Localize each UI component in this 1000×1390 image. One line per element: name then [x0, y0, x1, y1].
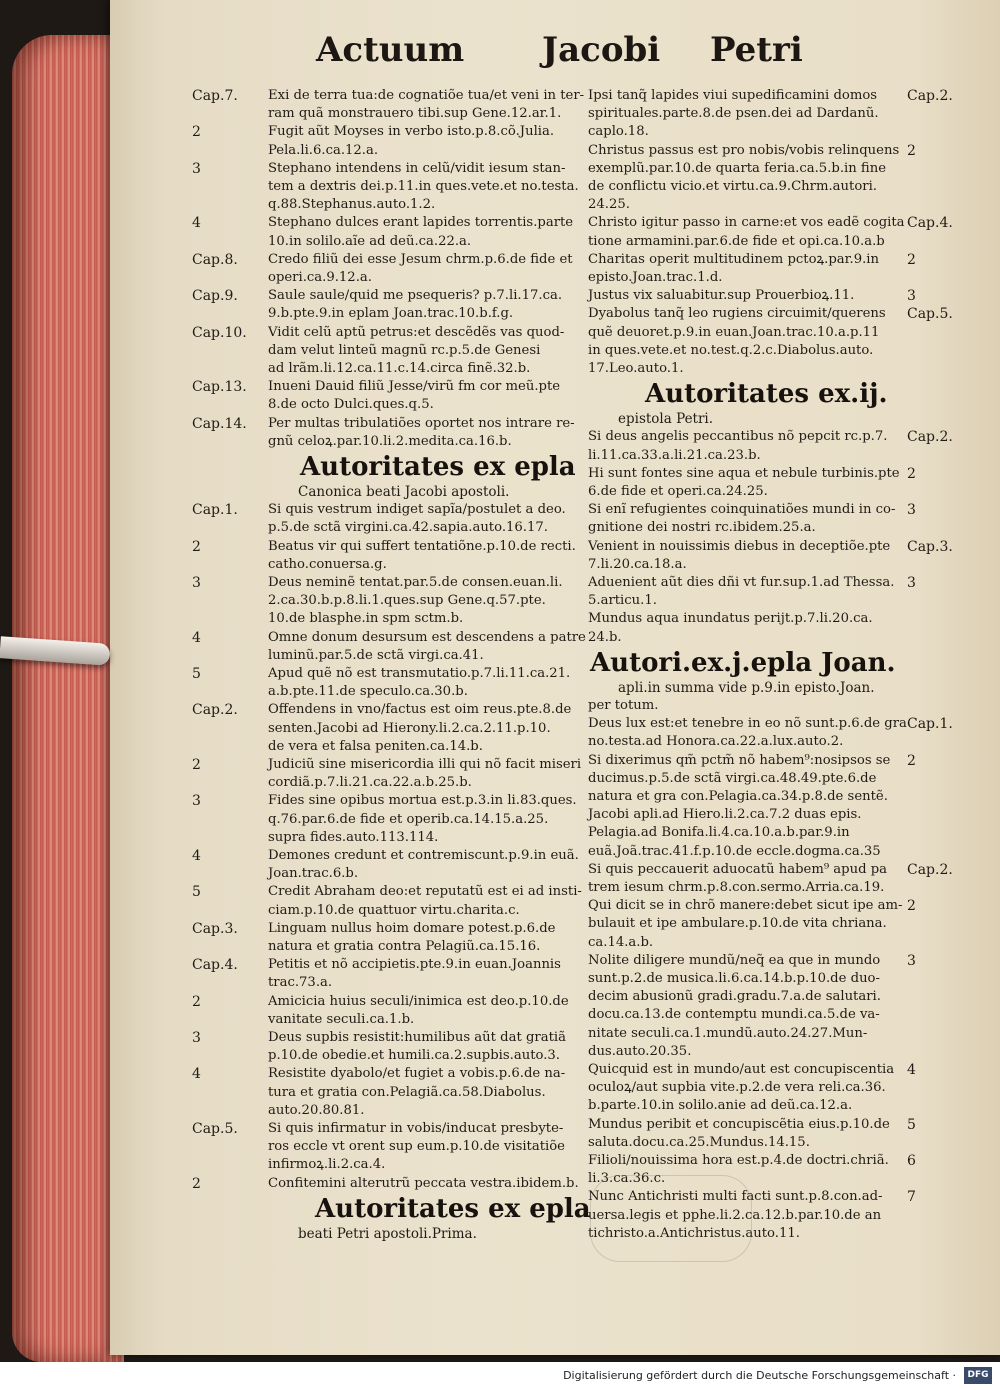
left-chapter-marker: Cap.4. — [192, 957, 238, 974]
right-text-line: 24.b. — [588, 629, 622, 645]
right-text-line: 5.articu.1. — [588, 593, 657, 609]
left-chapter-marker: Cap.14. — [192, 415, 247, 432]
right-text-line: Dyabolus tanq̃ leo rugiens circuimit/querens — [588, 306, 886, 322]
right-text-line: bulauit et ipe ambulare.p.10.de vita chriana. — [588, 916, 887, 932]
left-text-line: Offendens in vno/factus est oim reus.pte.8.de — [268, 702, 572, 718]
left-text-line: Credo filiũ dei esse Jesum chrm.p.6.de fide et — [268, 251, 573, 267]
left-chapter-marker: Cap.8. — [192, 251, 238, 268]
right-text-line: epistola Petri. — [618, 411, 714, 428]
right-text-line: Si dixerimus qm̃ pctm̃ nõ habem⁹:nosipsos se — [588, 752, 891, 768]
left-text-line: Apud quẽ nõ est transmutatio.p.7.li.11.ca.21. — [268, 666, 571, 681]
left-text-line: gnũ celoꝝ.par.10.li.2.medita.ca.16.b. — [268, 433, 512, 449]
left-text-line: Deus supbis resistit:humilibus aũt dat gratiã — [268, 1030, 566, 1045]
left-text-line: 9.b.pte.9.in eplam Joan.trac.10.b.f.g. — [268, 306, 514, 322]
left-text-line: Resistite dyabolo/et fugiet a vobis.p.6.de na- — [268, 1066, 566, 1082]
left-text-line: luminũ.par.5.de sctã virgi.ca.41. — [268, 647, 484, 663]
right-text-line: Pelagia.ad Bonifa.li.4.ca.10.a.b.par.9.in — [588, 825, 850, 841]
right-text-line: 17.Leo.auto.1. — [588, 361, 684, 376]
book-page — [110, 0, 1000, 1355]
right-text-line: Nunc Antichristi multi facti sunt.p.8.con.ad- — [588, 1189, 883, 1205]
left-chapter-marker: Cap.9. — [192, 288, 238, 305]
left-text-line: catho.conuersa.g. — [268, 556, 387, 572]
right-text-line: Christus passus est pro nobis/vobis relinquens — [588, 142, 900, 158]
right-text-line: uersa.legis et pphe.li.2.ca.12.b.par.10.de an — [588, 1207, 882, 1223]
right-text-line: Si deus angelis peccantibus nõ pepcit rc.p.7. — [588, 429, 888, 445]
left-chapter-marker: 5 — [192, 884, 201, 901]
running-head-center: Jacobi — [542, 30, 661, 70]
right-text-line: li.3.ca.36.c. — [588, 1171, 666, 1187]
right-text-line: per totum. — [588, 698, 659, 713]
left-text-line: Vidit celũ aptũ petrus:et descẽdẽs vas quod- — [268, 324, 565, 340]
right-text-line: exemplũ.par.10.de quarta feria.ca.5.b.in fine — [588, 160, 887, 176]
left-text-line: q.76.par.6.de fide et operib.ca.14.15.a.25. — [268, 811, 549, 827]
right-chapter-marker: Cap.4. — [907, 215, 953, 232]
left-text-line: Demones credunt et contremiscunt.p.9.in euã. — [268, 848, 579, 863]
left-text-line: Linguam nullus hoim domare potest.p.6.de — [268, 920, 556, 936]
right-chapter-marker: 4 — [907, 1062, 916, 1078]
right-text-line: quẽ deuoret.p.9.in euan.Joan.trac.10.a.p.11 — [588, 324, 880, 340]
left-text-line: operi.ca.9.12.a. — [268, 270, 372, 285]
right-text-line: docu.ca.13.de contemptu mundi.ca.5.de va- — [588, 1007, 880, 1023]
right-text-line: 24.25. — [588, 197, 630, 213]
left-text-line: Exi de terra tua:de cognatiõe tua/et veni in ter- — [268, 88, 585, 103]
left-chapter-marker: 4 — [192, 629, 201, 646]
right-text-line: li.11.ca.33.a.li.21.ca.23.b. — [588, 447, 761, 463]
right-text-line: Jacobi apli.ad Hiero.li.2.ca.7.2 duas epis. — [588, 807, 862, 823]
right-chapter-marker: 3 — [907, 502, 916, 519]
left-chapter-marker: Cap.13. — [192, 379, 247, 396]
left-text-line: Inueni Dauid filiũ Jesse/virũ fm cor meũ.pte — [268, 379, 561, 395]
library-stamp — [590, 1175, 752, 1262]
left-text-line: 2.ca.30.b.p.8.li.1.ques.sup Gene.q.57.pte. — [268, 593, 546, 609]
right-text-line: apli.in summa vide p.9.in episto.Joan. — [618, 679, 875, 696]
left-text-line: Omne donum desursum est descendens a patre — [268, 629, 586, 645]
left-chapter-marker: 3 — [192, 793, 201, 810]
left-text-line: senten.Jacobi ad Hierony.li.2.ca.2.11.p.10. — [268, 720, 551, 736]
right-text-line: gnitione dei nostri rc.ibidem.25.a. — [588, 520, 816, 536]
right-text-line: Quicquid est in mundo/aut est concupiscentia — [588, 1062, 895, 1077]
left-chapter-marker: Cap.1. — [192, 502, 238, 519]
left-chapter-marker: 3 — [192, 1030, 201, 1046]
left-text-line: Credit Abraham deo:et reputatũ est ei ad insti- — [268, 884, 582, 900]
left-text-line: q.88.Stephanus.auto.1.2. — [268, 197, 436, 213]
left-text-line: Pela.li.6.ca.12.a. — [268, 142, 379, 158]
left-text-line: Stephano intendens in celũ/vidit iesum stan- — [268, 160, 566, 176]
left-chapter-marker: 2 — [192, 1175, 201, 1192]
left-chapter-marker: 3 — [192, 160, 201, 177]
running-head-right: Petri — [710, 30, 803, 70]
right-text-line: Hi sunt fontes sine aqua et nebule turbinis.pte — [588, 465, 900, 481]
right-text-line: Mundus aqua inundatus perijt.p.7.li.20.ca. — [588, 611, 873, 627]
right-chapter-marker: 6 — [907, 1153, 916, 1169]
right-text-line: spirituales.parte.8.de psen.dei ad Dardanũ. — [588, 106, 879, 122]
left-text-line: 10.de blasphe.in spm sctm.b. — [268, 611, 464, 627]
left-text-line: Amicicia huius seculi/inimica est deo.p.10.de — [268, 993, 569, 1009]
left-text-line: Si quis vestrum indiget sapĩa/postulet a deo. — [268, 502, 566, 518]
right-chapter-marker: Cap.2. — [907, 861, 953, 878]
right-text-line: Si quis peccauerit aduocatũ habem⁹ apud pa — [588, 861, 888, 877]
left-text-line: de vera et falsa peniten.ca.14.b. — [268, 738, 483, 754]
right-chapter-marker: 3 — [907, 952, 916, 969]
right-chapter-marker: 3 — [907, 288, 916, 305]
right-text-line: tione armamini.par.6.de fide et opi.ca.10.a.b — [588, 233, 885, 249]
left-text-line: supra fides.auto.113.114. — [268, 829, 439, 845]
right-chapter-marker: Cap.5. — [907, 306, 953, 323]
right-text-line: Justus vix saluabitur.sup Prouerbioꝝ.11. — [588, 288, 855, 304]
right-text-line: 7.li.20.ca.18.a. — [588, 556, 687, 572]
running-head-left: Actuum — [316, 30, 465, 70]
right-text-line: Deus lux est:et tenebre in eo nõ sunt.p.6.de gra — [588, 716, 907, 732]
right-text-line: Qui dicit se in chrõ manere:debet sicut ipe am- — [588, 898, 903, 914]
right-text-line: decim abusionũ gradi.gradu.7.a.de salutari. — [588, 989, 881, 1005]
left-chapter-marker: Cap.2. — [192, 702, 238, 719]
right-text-line: in ques.vete.et no.test.q.2.c.Diabolus.auto. — [588, 342, 874, 358]
left-text-line: Confitemini alterutrũ peccata vestra.ibidem.b. — [268, 1175, 579, 1191]
left-chapter-marker: Cap.7. — [192, 88, 238, 104]
right-chapter-marker: 2 — [907, 465, 916, 482]
right-text-line: Christo igitur passo in carne:et vos eadẽ cogita — [588, 215, 905, 231]
right-text-line: Charitas operit multitudinem pctoꝝ.par.9.in — [588, 251, 879, 267]
left-chapter-marker: 2 — [192, 993, 201, 1010]
right-text-line: no.testa.ad Honora.ca.22.a.lux.auto.2. — [588, 734, 844, 750]
right-chapter-marker: 3 — [907, 575, 916, 591]
left-text-line: trac.73.a. — [268, 975, 333, 991]
left-text-line: auto.20.80.81. — [268, 1102, 365, 1118]
right-text-line: 6.de fide et operi.ca.24.25. — [588, 484, 768, 499]
right-text-line: dus.auto.20.35. — [588, 1043, 692, 1059]
left-heading: Autoritates ex epla — [315, 1193, 591, 1224]
right-text-line: caplo.18. — [588, 124, 649, 140]
right-text-line: sunt.p.2.de musica.li.6.ca.14.b.p.10.de duo- — [588, 971, 880, 986]
right-chapter-marker: 5 — [907, 1116, 916, 1133]
right-chapter-marker: 2 — [907, 142, 916, 159]
right-chapter-marker: 2 — [907, 752, 916, 769]
right-heading: Autori.ex.j.epla Joan. — [590, 647, 896, 678]
right-text-line: natura et gra con.Pelagia.ca.34.p.8.de sentẽ. — [588, 789, 888, 804]
right-chapter-marker: 7 — [907, 1189, 916, 1206]
right-chapter-marker: 2 — [907, 898, 916, 915]
left-text-line: ros eccle vt orent sup eum.p.10.de visitatiõe — [268, 1139, 565, 1155]
left-text-line: Per multas tribulatiões oportet nos intrare re- — [268, 415, 575, 431]
left-chapter-marker: 4 — [192, 215, 201, 232]
left-text-line: Canonica beati Jacobi apostoli. — [298, 484, 510, 500]
left-text-line: tura et gratia con.Pelagiã.ca.58.Diabolus. — [268, 1084, 546, 1100]
footer-credit: Digitalisierung gefördert durch die Deutsche Forschungsgemeinschaft · — [563, 1369, 956, 1382]
left-chapter-marker: 5 — [192, 666, 201, 682]
right-text-line: nitate seculi.ca.1.mundũ.auto.24.27.Mun- — [588, 1025, 868, 1041]
left-text-line: cordiã.p.7.li.21.ca.22.a.b.25.b. — [268, 775, 472, 791]
left-text-line: tem a dextris dei.p.11.in ques.vete.et no.testa. — [268, 179, 579, 194]
right-text-line: saluta.docu.ca.25.Mundus.14.15. — [588, 1134, 810, 1150]
right-chapter-marker: 2 — [907, 251, 916, 268]
left-text-line: Judiciũ sine misericordia illi qui nõ facit miseri — [268, 757, 582, 772]
left-chapter-marker: Cap.5. — [192, 1121, 238, 1137]
left-chapter-marker: 2 — [192, 757, 201, 773]
left-chapter-marker: 4 — [192, 1066, 201, 1083]
left-text-line: infirmoꝝ.li.2.ca.4. — [268, 1157, 386, 1173]
right-text-line: trem iesum chrm.p.8.con.sermo.Arria.ca.19. — [588, 880, 885, 895]
left-chapter-marker: 2 — [192, 124, 201, 141]
dfg-logo: DFG — [964, 1367, 992, 1384]
left-chapter-marker: 2 — [192, 538, 201, 555]
left-text-line: Petitis et nõ accipietis.pte.9.in euan.Joannis — [268, 957, 561, 973]
left-text-line: ciam.p.10.de quattuor virtu.charita.c. — [268, 902, 520, 918]
right-text-line: Aduenient aũt dies dñi vt fur.sup.1.ad Thessa. — [588, 575, 895, 590]
left-heading: Autoritates ex epla — [300, 452, 576, 482]
right-heading: Autoritates ex.ij. — [645, 379, 888, 410]
right-text-line: Filioli/nouissima hora est.p.4.de doctri.chriã. — [588, 1153, 889, 1168]
left-text-line: Fides sine opibus mortua est.p.3.in li.83.ques. — [268, 793, 577, 809]
right-chapter-marker: Cap.2. — [907, 429, 953, 446]
left-text-line: Saule saule/quid me psequeris? p.7.li.17.ca. — [268, 288, 563, 304]
left-chapter-marker: 4 — [192, 848, 201, 864]
left-text-line: p.10.de obedie.et humili.ca.2.supbis.auto.3. — [268, 1048, 560, 1064]
left-text-line: natura et gratia contra Pelagiũ.ca.15.16. — [268, 939, 541, 954]
left-text-line: Beatus vir qui suffert tentatiõne.p.10.de recti. — [268, 538, 576, 554]
right-chapter-marker: Cap.1. — [907, 716, 953, 733]
right-text-line: Nolite diligere mundũ/neq̃ ea que in mundo — [588, 952, 881, 968]
left-text-line: 8.de octo Dulci.ques.q.5. — [268, 397, 434, 413]
left-text-line: Joan.trac.6.b. — [268, 866, 359, 882]
left-text-line: Fugit aũt Moyses in verbo isto.p.8.cõ.Julia. — [268, 124, 555, 140]
footer-bar — [0, 1362, 1000, 1390]
left-text-line: Deus neminẽ tentat.par.5.de consen.euan.li. — [268, 575, 563, 590]
right-text-line: ca.14.a.b. — [588, 934, 654, 950]
page-edges-red — [12, 35, 124, 1362]
right-text-line: de conflictu vicio.et virtu.ca.9.Chrm.autori. — [588, 179, 877, 194]
left-chapter-marker: 3 — [192, 575, 201, 591]
left-text-line: ad lrãm.li.12.ca.11.c.14.circa finẽ.32.b. — [268, 361, 531, 376]
right-text-line: episto.Joan.trac.1.d. — [588, 270, 723, 285]
left-text-line: dam velut linteũ magnũ rc.p.5.de Genesi — [268, 342, 541, 358]
right-text-line: b.parte.10.in solilo.anie ad deũ.ca.12.a. — [588, 1098, 853, 1114]
right-text-line: tichristo.a.Antichristus.auto.11. — [588, 1225, 800, 1241]
right-text-line: oculoꝝ/aut supbia vite.p.2.de vera reli.ca.36. — [588, 1080, 886, 1096]
left-text-line: vanitate seculi.ca.1.b. — [268, 1011, 415, 1027]
right-text-line: Ipsi tanq̃ lapides viui supedificamini domos — [588, 88, 878, 103]
right-text-line: Mundus peribit et concupiscẽtia eius.p.10.de — [588, 1116, 890, 1132]
right-text-line: ducimus.p.5.de sctã virgi.ca.48.49.pte.6.de — [588, 770, 877, 786]
left-text-line: Si quis infirmatur in vobis/inducat presbyte- — [268, 1121, 564, 1136]
left-chapter-marker: Cap.3. — [192, 920, 238, 937]
left-text-line: ram quã monstrauero tibi.sup Gene.12.ar.1. — [268, 106, 562, 122]
right-text-line: euã.Joã.trac.41.f.p.10.de eccle.dogma.ca.35 — [588, 843, 881, 859]
left-text-line: 10.in solilo.aĩe ad deũ.ca.22.a. — [268, 233, 472, 249]
right-chapter-marker: Cap.3. — [907, 538, 953, 555]
left-text-line: p.5.de sctã virgini.ca.42.sapia.auto.16.17. — [268, 520, 548, 536]
right-text-line: Venient in nouissimis diebus in deceptiõe.pte — [588, 538, 891, 554]
left-text-line: a.b.pte.11.de speculo.ca.30.b. — [268, 684, 468, 700]
left-text-line: Stephano dulces erant lapides torrentis.parte — [268, 215, 574, 231]
left-text-line: beati Petri apostoli.Prima. — [298, 1225, 477, 1242]
right-text-line: Si enĩ refugientes coinquinatiões mundi in co- — [588, 502, 896, 518]
right-chapter-marker: Cap.2. — [907, 88, 953, 104]
left-chapter-marker: Cap.10. — [192, 324, 247, 341]
